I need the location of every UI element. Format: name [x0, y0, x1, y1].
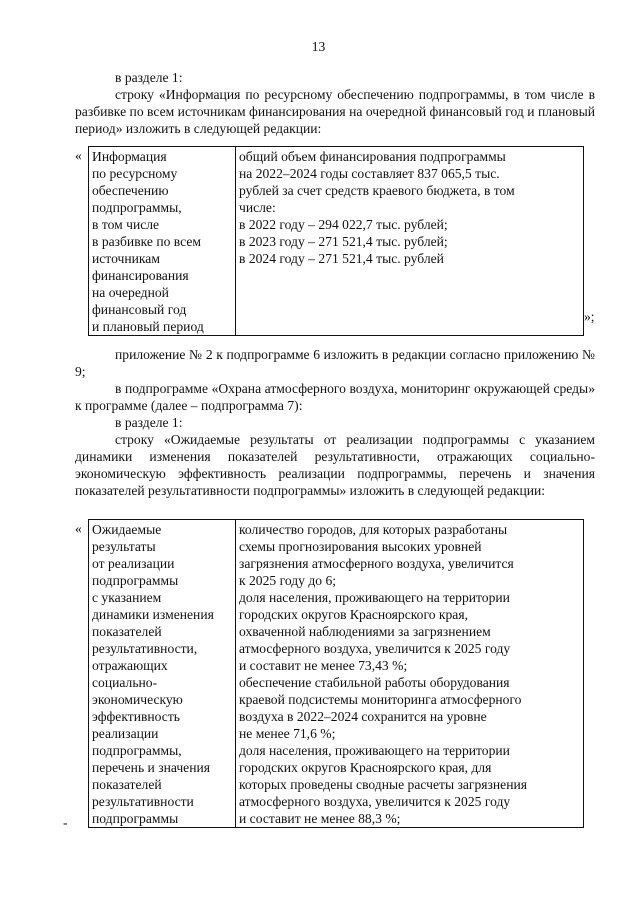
results-table	[88, 519, 584, 828]
table-cell-line: охваченной наблюдениями за загрязнением	[239, 624, 491, 639]
paragraph-subprogram-7: в подпрограмме «Охрана атмосферного воздуха, мониторинг окружающей среды» к программе (далее – подпрограмма 7):	[75, 381, 595, 413]
table-cell-line: обеспечению	[92, 183, 169, 198]
table-cell-line: загрязнения атмосферного воздуха, увеличится	[239, 556, 514, 571]
table-cell-line: доля населения, проживающего на территории	[239, 743, 510, 758]
table-cell-line: показателей	[92, 624, 162, 639]
table-row	[89, 520, 584, 828]
table-cell-line: и составит не менее 88,3 %;	[239, 811, 401, 826]
page-number: 13	[311, 39, 326, 54]
table-cell-line: отражающих	[92, 658, 168, 673]
paragraph-expected-results: строку «Ожидаемые результаты от реализации подпрограммы с указанием динамики изменения показателей результативности, отражающих социально-экономическую эффективность реализации подпрограммы, перечень и значения показателей результативности подпрограммы» изложить в следующей редакции:	[75, 432, 595, 498]
table-cell-line: обеспечение стабильной работы оборудования	[239, 675, 510, 690]
table-cell-line: по ресурсному	[92, 166, 178, 181]
table-left-cell	[89, 520, 236, 828]
table-cell-line: с указанием	[92, 590, 162, 605]
table-cell-line: в разбивке по всем	[92, 234, 201, 249]
table-cell-line: финансирования	[92, 268, 189, 283]
table-cell-line: в 2022 году – 294 022,7 тыс. рублей;	[239, 217, 448, 232]
table-cell-line: краевой подсистемы мониторинга атмосферного	[239, 692, 522, 707]
table-cell-line: схемы прогнозирования высоких уровней	[239, 539, 482, 554]
table-cell-line: перечень и значения	[92, 760, 211, 775]
paragraph-resource-info: строку «Информация по ресурсному обеспечению подпрограммы, в том числе в разбивке по всем источникам финансирования на очередной финансовый год и плановый период» изложить в следующей редакции:	[75, 87, 595, 136]
table-cell-line: эффективность	[92, 709, 180, 724]
table-cell-line: от реализации	[92, 556, 175, 571]
table-cell-line: динамики изменения	[92, 607, 214, 622]
table-cell-line: атмосферного воздуха, увеличится к 2025 году	[239, 794, 511, 809]
quote-close-mark: »;	[584, 309, 595, 324]
table-cell-line: числе:	[239, 200, 276, 215]
second-text-block	[75, 346, 595, 499]
table-cell-line: городских округов Красноярского края, для	[239, 760, 492, 775]
table-cell-line: в том числе	[92, 217, 160, 232]
margin-mark: -	[63, 815, 68, 830]
table-left-cell	[89, 147, 236, 336]
table-cell-line: к 2025 году до 6;	[239, 573, 337, 588]
table-cell-line: и составит не менее 73,43 %;	[239, 658, 408, 673]
table-cell-line: Информация	[92, 149, 167, 164]
table-cell-line: результаты	[92, 539, 156, 554]
table-cell-line: рублей за счет средств краевого бюджета, в том	[239, 183, 515, 198]
quote-open-mark: «	[75, 148, 82, 163]
table-cell-line: и плановый период	[92, 319, 204, 334]
table-cell-line: в 2023 году – 271 521,4 тыс. рублей;	[239, 234, 448, 249]
table-cell-line: подпрограммы,	[92, 200, 182, 215]
table-cell-line: социально-	[92, 675, 158, 690]
table-cell-line: экономическую	[92, 692, 183, 707]
table-right-cell	[236, 147, 584, 336]
table-cell-line: которых проведены сводные расчеты загрязнения	[239, 777, 527, 792]
table-cell-line: воздуха в 2022–2024 сохранится на уровне	[239, 709, 487, 724]
table-cell-line: источникам	[92, 251, 160, 266]
first-text-block	[75, 69, 595, 137]
table-cell-line: на 2022–2024 годы составляет 837 065,5 тыс.	[239, 166, 500, 181]
table-cell-line: показателей	[92, 777, 162, 792]
table-cell-line: результативности	[92, 794, 194, 809]
table-cell-line: подпрограммы	[92, 811, 179, 826]
table-cell-line: Ожидаемые	[92, 522, 162, 537]
table-cell-line: финансовый год	[92, 302, 187, 317]
table-cell-line: не менее 71,6 %;	[239, 726, 336, 741]
quote-open-mark-2: «	[75, 521, 82, 536]
paragraph-appendix: приложение № 2 к подпрограмме 6 изложить в редакции согласно приложению № 9;	[75, 347, 595, 379]
table-cell-line: доля населения, проживающего на территории	[239, 590, 510, 605]
section-intro: в разделе 1:	[115, 70, 183, 85]
table-cell-line: результативности,	[92, 641, 198, 656]
table-cell-line: в 2024 году – 271 521,4 тыс. рублей	[239, 251, 444, 266]
resource-table	[88, 146, 584, 336]
table-cell-line: на очередной	[92, 285, 169, 300]
table-cell-line: городских округов Красноярского края,	[239, 607, 468, 622]
table-row	[89, 147, 584, 336]
table-cell-line: количество городов, для которых разработаны	[239, 522, 508, 537]
table-cell-line: реализации	[92, 726, 159, 741]
table-right-cell	[236, 520, 584, 828]
section-intro-2: в разделе 1:	[115, 415, 183, 430]
table-cell-line: общий объем финансирования подпрограммы	[239, 149, 506, 164]
table-cell-line: подпрограммы	[92, 573, 179, 588]
table-cell-line: подпрограммы,	[92, 743, 182, 758]
table-cell-line: атмосферного воздуха, увеличится к 2025 году	[239, 641, 511, 656]
